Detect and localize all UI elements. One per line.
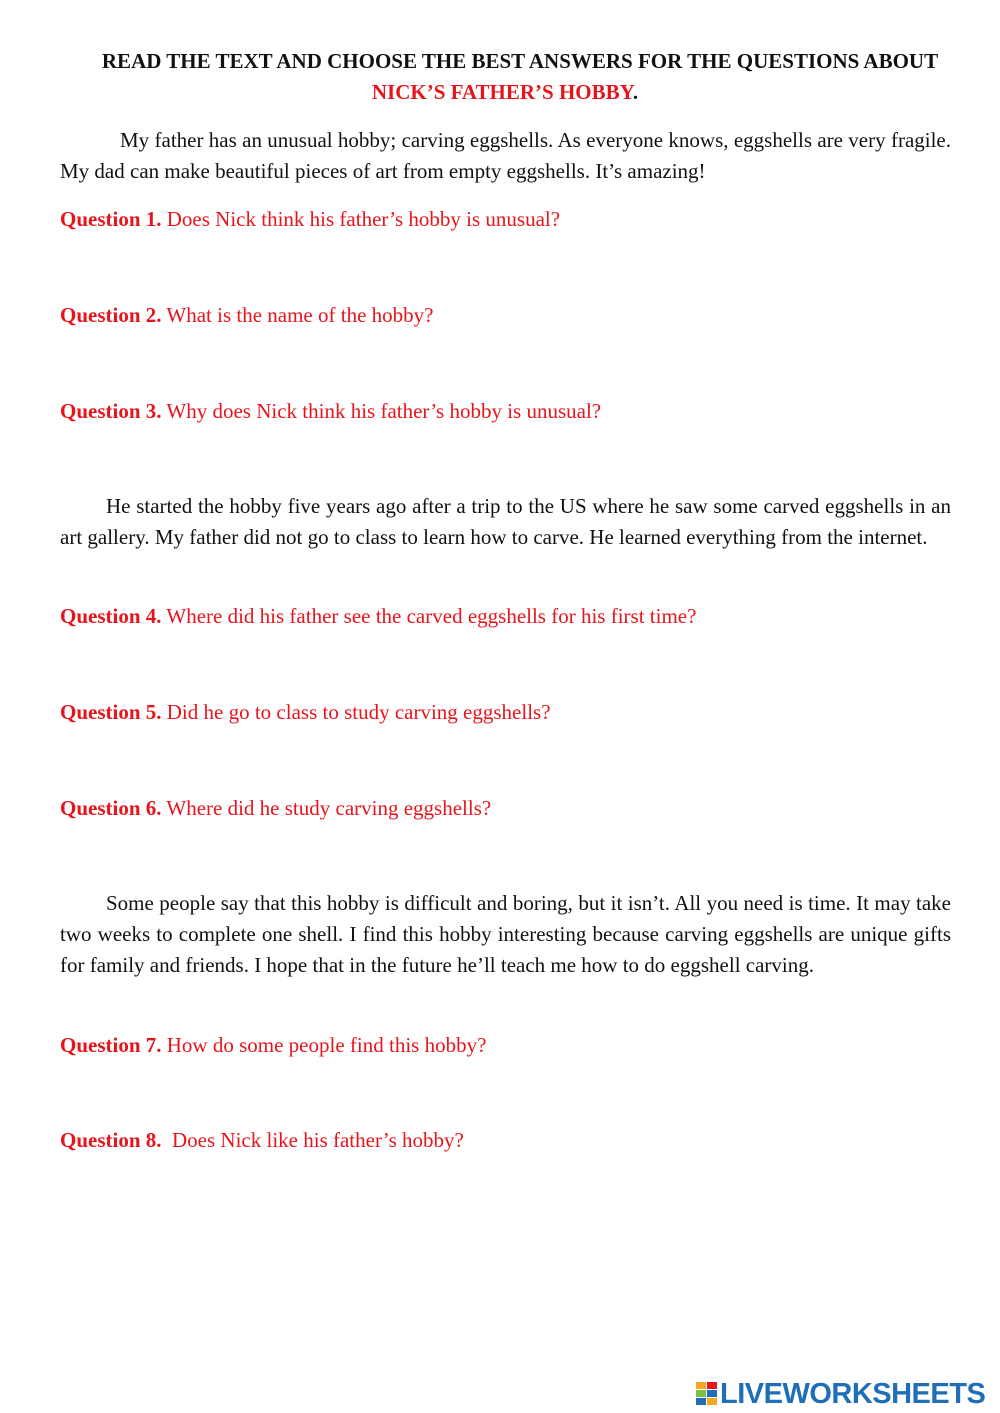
question-6 xyxy=(60,793,960,824)
liveworksheets-brand xyxy=(696,1377,985,1411)
question-5-text: Did he go to class to study carving eggshells? xyxy=(161,700,551,724)
question-2-label: Question 2. xyxy=(60,303,162,327)
question-4-text: Where did his father see the carved eggshells for his first time? xyxy=(161,604,697,628)
question-2 xyxy=(60,300,960,331)
question-1 xyxy=(60,204,960,235)
question-7 xyxy=(60,1030,960,1061)
question-5-label: Question 5. xyxy=(60,700,162,724)
question-1-text: Does Nick think his father’s hobby is unusual? xyxy=(161,207,561,231)
question-8-text: Does Nick like his father’s hobby? xyxy=(161,1128,464,1152)
question-8 xyxy=(60,1125,960,1156)
question-6-label: Question 6. xyxy=(60,796,162,820)
title-line-1: READ THE TEXT AND CHOOSE THE BEST ANSWERS FOR THE QUESTIONS xyxy=(101,49,860,73)
passage-paragraph-3: Some people say that this hobby is difficult and boring, but it isn’t. All you need is time. It may take two weeks to complete one shell. I find this hobby interesting because carving eggshells are unique gifts for family and friends. I hope that in the future he’ll teach me how to do eggshell carving. xyxy=(60,891,951,977)
worksheet-title xyxy=(60,46,950,108)
question-3-text: Why does Nick think his father’s hobby is unusual? xyxy=(161,399,602,423)
question-7-label: Question 7. xyxy=(60,1033,162,1057)
liveworksheets-logo-icon xyxy=(696,1380,718,1408)
question-4-label: Question 4. xyxy=(60,604,162,628)
passage-paragraph-2: He started the hobby five years ago after a trip to the US where he saw some carved eggshells in an art gallery. My father did not go to class to learn how to carve. He learned everything from the internet. xyxy=(60,494,951,549)
question-6-text: Where did he study carving eggshells? xyxy=(161,796,492,820)
title-prefix: ABOUT xyxy=(863,49,939,73)
question-8-label: Question 8. xyxy=(60,1128,162,1152)
question-3 xyxy=(60,396,960,427)
title-highlight: NICK’S FATHER’S HOBBY xyxy=(371,80,633,104)
question-3-label: Question 3. xyxy=(60,399,162,423)
question-2-text: What is the name of the hobby? xyxy=(161,303,434,327)
liveworksheets-wordmark: LIVEWORKSHEETS xyxy=(720,1377,986,1410)
title-suffix: . xyxy=(632,80,639,104)
question-7-text: How do some people find this hobby? xyxy=(161,1033,487,1057)
question-4 xyxy=(60,601,960,632)
question-1-label: Question 1. xyxy=(60,207,162,231)
question-5 xyxy=(60,697,960,728)
passage-paragraph-1: My father has an unusual hobby; carving eggshells. As everyone knows, eggshells are very fragile. My dad can make beautiful pieces of art from empty eggshells. It’s amazing! xyxy=(60,128,951,183)
